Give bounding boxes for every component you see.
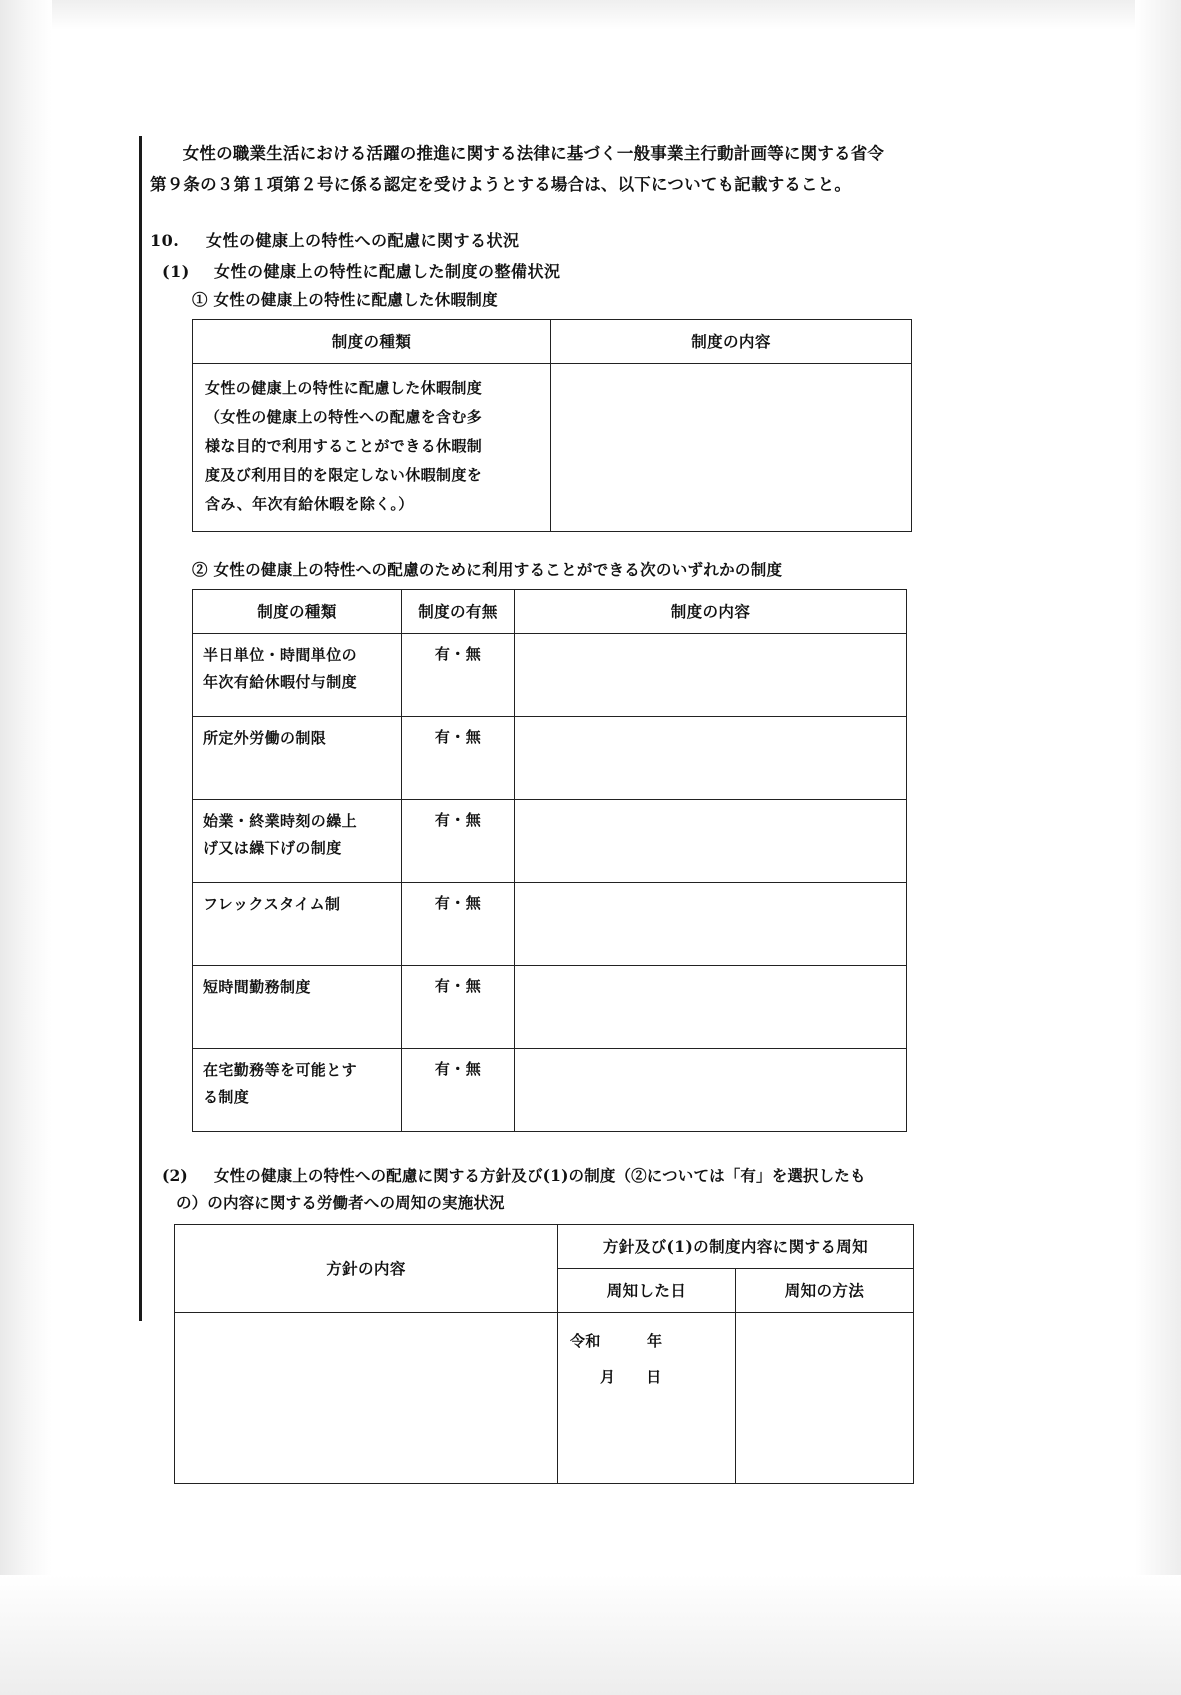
header-notification-method: 周知の方法	[736, 1269, 914, 1313]
header-seido-shurui: 制度の種類	[193, 590, 402, 634]
cell-leave-system-description	[193, 364, 551, 532]
input-notification-method[interactable]	[736, 1313, 914, 1484]
table-header-row	[193, 590, 907, 634]
form-left-border	[139, 136, 142, 1321]
row-label-flextime	[193, 883, 402, 966]
section-10-2-title-line-2: の）の内容に関する労働者への周知の実施状況	[176, 1193, 505, 1212]
section-10-1-title: 女性の健康上の特性に配慮した制度の整備状況	[214, 262, 561, 281]
table-row	[193, 966, 907, 1049]
table-header-row	[193, 320, 912, 364]
section-10-2-number: (2)	[162, 1166, 188, 1185]
intro-line-1: 女性の職業生活における活躍の推進に関する法律に基づく一般事業主行動計画等に関する省令	[166, 144, 885, 163]
availability-choice-overtime-limit[interactable]: 有・無	[402, 717, 515, 800]
notification-date-line-2: 月 日	[600, 1368, 662, 1386]
availability-choice-annual-leave-half-day[interactable]: 有・無	[402, 634, 515, 717]
table-row	[175, 1313, 914, 1484]
table-row	[193, 634, 907, 717]
input-houshin-content[interactable]	[175, 1313, 558, 1484]
table-flexible-systems	[192, 589, 907, 1132]
item-2-heading: ② 女性の健康上の特性への配慮のために利用することができる次のいずれかの制度	[192, 560, 783, 579]
header-notification-group: 方針及び(1)の制度内容に関する周知	[558, 1225, 914, 1269]
input-content-telework[interactable]	[515, 1049, 907, 1132]
availability-choice-telework[interactable]: 有・無	[402, 1049, 515, 1132]
table-notification-status	[174, 1224, 914, 1484]
scan-edge-left	[0, 0, 52, 1695]
section-10-2-title-line-1: 女性の健康上の特性への配慮に関する方針及び(1)の制度（②については「有」を選択したも	[214, 1166, 866, 1185]
desc-line-1: 女性の健康上の特性に配慮した休暇制度	[205, 379, 483, 397]
availability-choice-short-time-work[interactable]: 有・無	[402, 966, 515, 1049]
notification-date-line-1: 令和 年	[570, 1332, 663, 1350]
section-10-1-number: (1)	[162, 262, 190, 281]
header-houshin-content: 方針の内容	[175, 1225, 558, 1313]
section-10-2-heading	[162, 1162, 952, 1216]
table-row	[193, 883, 907, 966]
input-content-shift-start-end-time[interactable]	[515, 800, 907, 883]
table-row	[193, 364, 912, 532]
label-line-2: る制度	[203, 1088, 250, 1106]
input-content-short-time-work[interactable]	[515, 966, 907, 1049]
label-line-1: 半日単位・時間単位の	[203, 646, 358, 664]
desc-line-2: （女性の健康上の特性への配慮を含む多	[205, 408, 483, 426]
header-notification-date: 周知した日	[558, 1269, 736, 1313]
header-seido-umu: 制度の有無	[402, 590, 515, 634]
row-label-short-time-work	[193, 966, 402, 1049]
table-row	[193, 717, 907, 800]
label-line-1: 在宅勤務等を可能とす	[203, 1061, 358, 1079]
header-seido-naiyou: 制度の内容	[551, 320, 912, 364]
input-leave-system-content[interactable]	[551, 364, 912, 532]
label-line-1: 始業・終業時刻の繰上	[203, 812, 358, 830]
table-leave-system	[192, 319, 912, 532]
table-row	[193, 800, 907, 883]
row-label-overtime-limit	[193, 717, 402, 800]
scan-edge-right	[1135, 0, 1181, 1695]
scan-edge-bottom	[0, 1575, 1181, 1695]
section-10-1-heading	[162, 259, 950, 285]
section-10-heading	[150, 228, 950, 254]
document-content	[150, 138, 950, 1484]
section-10-title: 女性の健康上の特性への配慮に関する状況	[206, 231, 520, 250]
header-seido-naiyou: 制度の内容	[515, 590, 907, 634]
label-line-2: げ又は繰下げの制度	[203, 839, 342, 857]
label-line-1: 短時間勤務制度	[203, 978, 311, 996]
desc-line-5: 含み、年次有給休暇を除く。）	[205, 495, 414, 513]
desc-line-3: 様な目的で利用することができる休暇制	[205, 437, 483, 455]
availability-choice-shift-start-end-time[interactable]: 有・無	[402, 800, 515, 883]
table-row	[193, 1049, 907, 1132]
section-10-number: 10.	[150, 231, 180, 250]
desc-line-4: 度及び利用目的を限定しない休暇制度を	[205, 466, 483, 484]
input-content-overtime-limit[interactable]	[515, 717, 907, 800]
label-line-1: 所定外労働の制限	[203, 729, 327, 747]
availability-choice-flextime[interactable]: 有・無	[402, 883, 515, 966]
input-notification-date[interactable]	[558, 1313, 736, 1484]
intro-paragraph	[150, 138, 950, 200]
intro-line-2: 第９条の３第１項第２号に係る認定を受けようとする場合は、以下についても記載すること。	[150, 175, 852, 194]
row-label-shift-start-end-time	[193, 800, 402, 883]
scan-edge-top	[0, 0, 1181, 30]
label-line-2: 年次有給休暇付与制度	[203, 673, 358, 691]
item-1-heading: ① 女性の健康上の特性に配慮した休暇制度	[192, 290, 498, 309]
header-seido-shurui: 制度の種類	[193, 320, 551, 364]
row-label-annual-leave-half-day	[193, 634, 402, 717]
table-header-row	[175, 1225, 914, 1269]
input-content-flextime[interactable]	[515, 883, 907, 966]
input-content-annual-leave-half-day[interactable]	[515, 634, 907, 717]
label-line-1: フレックスタイム制	[203, 895, 341, 913]
row-label-telework	[193, 1049, 402, 1132]
